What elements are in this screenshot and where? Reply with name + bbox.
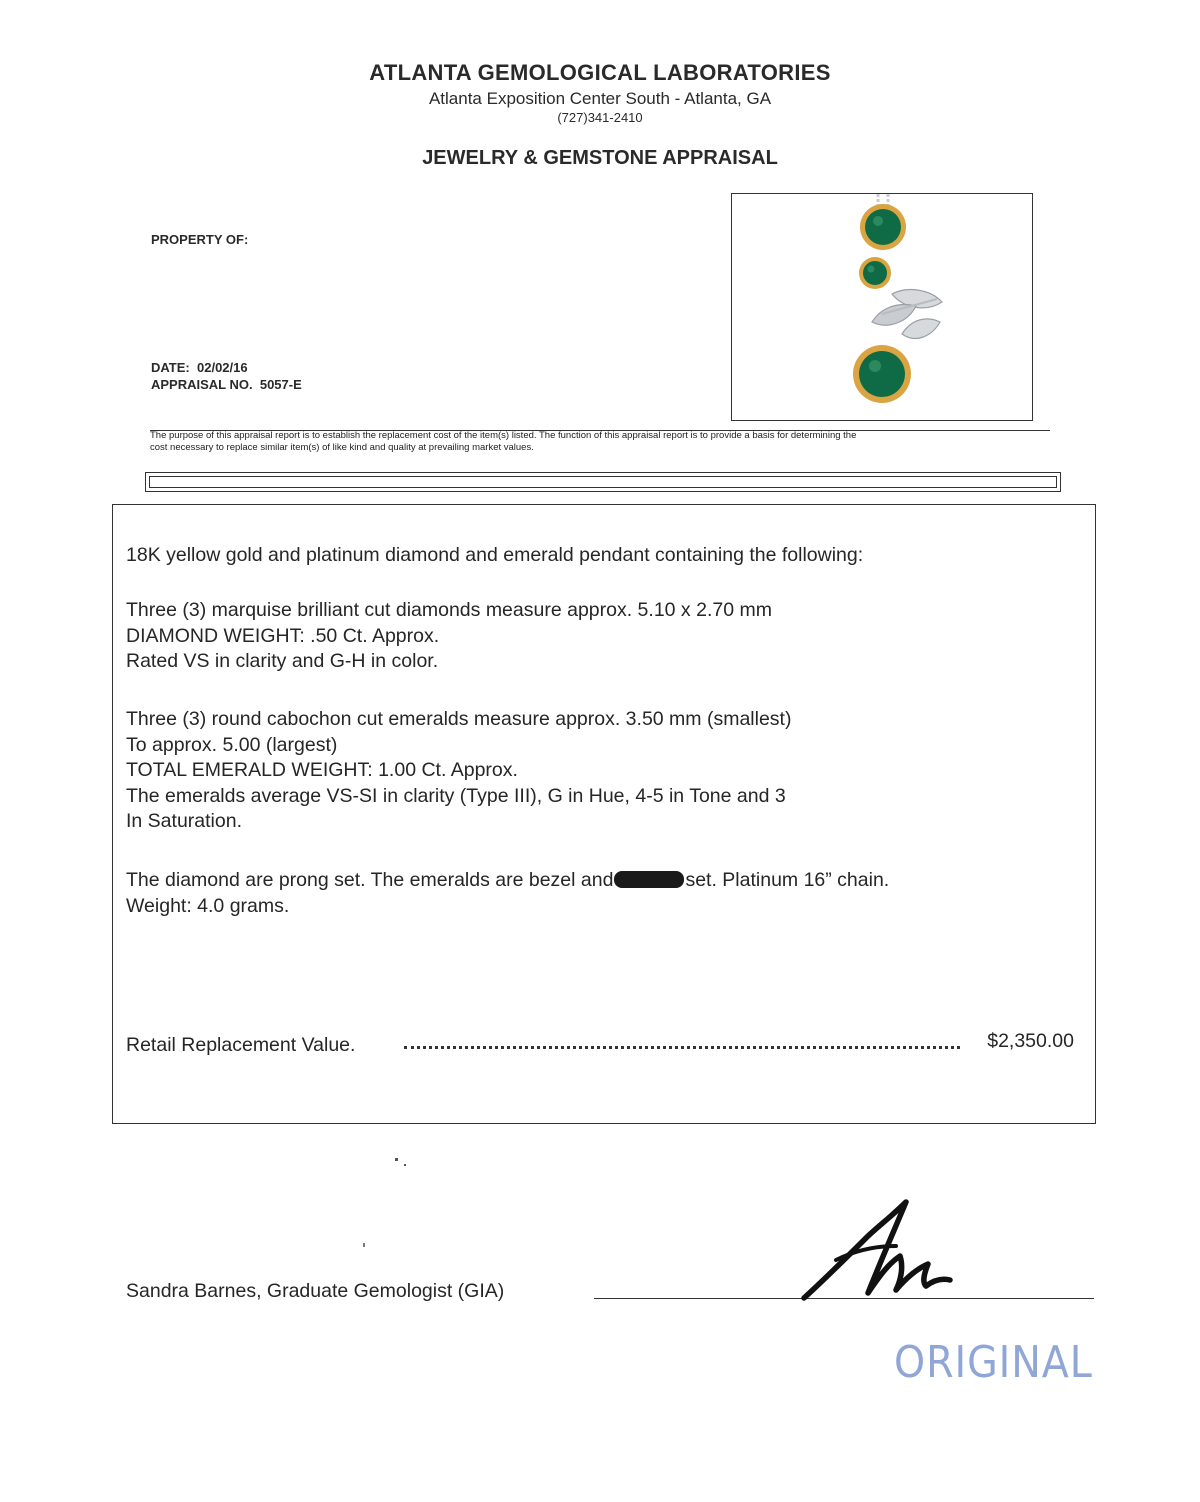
document-title: JEWELRY & GEMSTONE APPRAISAL	[422, 147, 778, 169]
retail-value-amount: $2,350.00	[987, 1030, 1074, 1052]
signer-name: Sandra Barnes, Graduate Gemologist (GIA)	[126, 1280, 505, 1302]
leader-dots	[404, 1046, 960, 1049]
retail-value-row	[126, 1032, 1074, 1062]
diamond-line-2: DIAMOND WEIGHT: .50 Ct. Approx.	[126, 624, 440, 647]
emerald-line-2: To approx. 5.00 (largest)	[126, 733, 338, 756]
purpose-statement	[150, 430, 1050, 454]
diamond-details	[126, 598, 772, 675]
scan-speck	[395, 1158, 398, 1161]
setting-text-1: The diamond are prong set. The emeralds are bezel and	[126, 869, 614, 891]
redaction-mark	[614, 871, 684, 888]
appraisal-no-label: APPRAISAL NO.	[151, 377, 253, 392]
date-row	[151, 360, 248, 375]
date-value: 02/02/16	[197, 360, 248, 375]
original-stamp: ORIGINAL	[894, 1337, 1093, 1388]
diamond-line-3: Rated VS in clarity and G-H in color.	[126, 650, 439, 672]
retail-value-label: Retail Replacement Value.	[126, 1034, 356, 1056]
setting-details	[126, 868, 889, 919]
scan-speck	[363, 1243, 365, 1247]
date-label: DATE:	[151, 360, 190, 375]
lab-name: ATLANTA GEMOLOGICAL LABORATORIES	[369, 60, 831, 85]
emerald-details	[126, 707, 791, 835]
emerald-line-4: The emeralds average VS-SI in clarity (Type III), G in Hue, 4-5 in Tone and 3	[126, 784, 786, 807]
appraisal-no-row	[151, 377, 302, 392]
appraisal-no-value: 5057-E	[259, 377, 302, 392]
scan-speck	[404, 1164, 406, 1166]
spacer-box	[145, 472, 1061, 492]
pendant-photo	[731, 193, 1033, 421]
item-intro: 18K yellow gold and platinum diamond and emerald pendant containing the following:	[126, 544, 864, 566]
emerald-line-5: In Saturation.	[126, 810, 242, 832]
pendant-illustration	[732, 194, 1032, 420]
weight-line: Weight: 4.0 grams.	[126, 894, 290, 917]
emerald-line-3: TOTAL EMERALD WEIGHT: 1.00 Ct. Approx.	[126, 759, 518, 781]
setting-line	[126, 868, 889, 894]
purpose-line-2: cost necessary to replace similar item(s) of like kind and quality at prevailing market values.	[150, 442, 534, 453]
lab-phone: (727)341-2410	[557, 110, 643, 125]
property-of-label: PROPERTY OF:	[151, 232, 249, 247]
setting-text-2: set. Platinum 16” chain.	[685, 869, 890, 891]
lab-address: Atlanta Exposition Center South - Atlanta, GA	[428, 89, 772, 108]
purpose-line-1: The purpose of this appraisal report is to establish the replacement cost of the item(s) listed. The function of this appraisal report is to provide a basis for determining the	[150, 430, 857, 441]
diamond-line-1: Three (3) marquise brilliant cut diamonds measure approx. 5.10 x 2.70 mm	[126, 599, 772, 621]
emerald-line-1: Three (3) round cabochon cut emeralds measure approx. 3.50 mm (smallest)	[126, 708, 792, 730]
handwritten-signature	[796, 1198, 956, 1308]
